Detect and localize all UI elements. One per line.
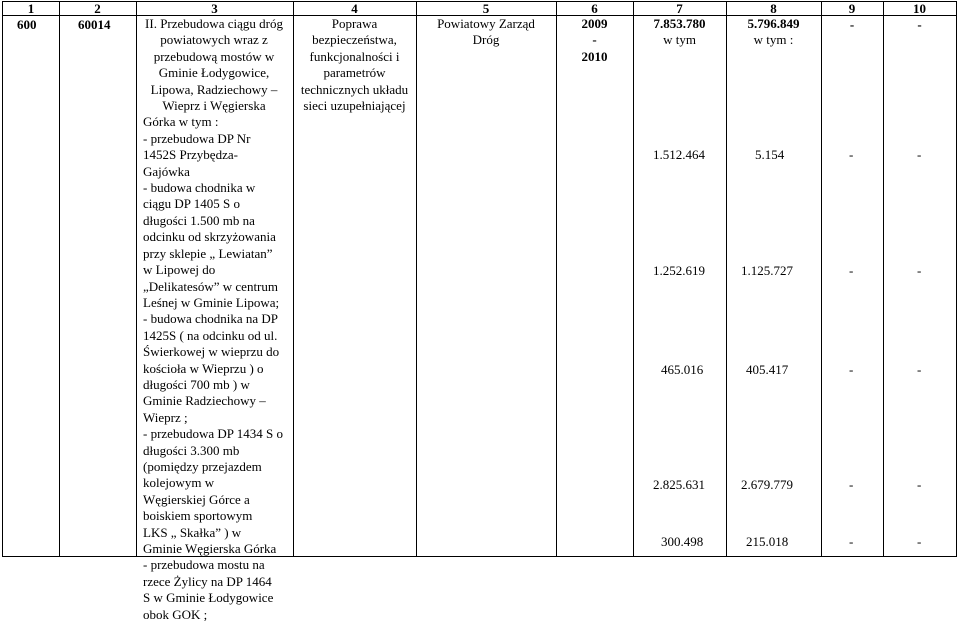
header-col-10: 10: [913, 1, 926, 16]
column-border: [821, 2, 822, 556]
item-cost: 300.498: [661, 534, 704, 549]
item-budget: 2.679.779: [741, 477, 793, 492]
item-col10: -: [917, 362, 922, 377]
subtask-line: - przebudowa mostu na: [143, 557, 265, 573]
item-budget: 5.154: [755, 147, 785, 162]
budget-table: [2, 1, 957, 622]
total-cost-note: w tym: [663, 32, 696, 48]
task-line: przebudową mostów w: [153, 48, 275, 64]
subtask-line: 1425S ( na odcinku od ul.: [143, 327, 278, 343]
item-col10: -: [917, 534, 922, 549]
header-col-8: 8: [770, 1, 777, 16]
subtask-line: - budowa chodnika na DP: [143, 311, 279, 327]
item-cost: 2.825.631: [653, 477, 705, 492]
subtask-line: Węgierskiej Górce a: [143, 491, 250, 507]
column-border: [416, 2, 417, 556]
column-border: [136, 2, 137, 556]
subtask-line: „Delikatesów” w centrum: [143, 278, 279, 294]
subtask-line: Leśnej w Gminie Lipowa;: [143, 294, 280, 310]
header-col-5: 5: [482, 1, 490, 16]
subtask-line: Gminie Węgierska Górka: [143, 541, 277, 556]
purpose-line: parametrów: [323, 65, 386, 81]
item-col9: -: [849, 477, 854, 492]
budget-cell: [726, 16, 821, 49]
item-budget: 405.417: [746, 362, 789, 377]
row-lp: 600: [17, 17, 37, 32]
subtask-line: ciągu DP 1405 S o: [143, 196, 241, 212]
task-line: powiatowych wraz z: [160, 32, 268, 48]
column-border: [883, 2, 884, 556]
item-col10: -: [917, 477, 922, 492]
subtask-line: kościoła w Wieprzu ) o: [143, 360, 264, 376]
subtask-line: - budowa chodnika w: [143, 180, 256, 196]
subtask-line: (pomiędzy przejazdem: [143, 458, 262, 474]
period-line: 2010: [581, 48, 608, 64]
period-line: 2009: [581, 16, 608, 31]
task-line: Wieprz i Węgierska: [162, 98, 266, 114]
subtask-line: 1452S Przybędza-: [143, 147, 238, 163]
subtask-line: przy sklepie „ Lewiatan”: [143, 245, 273, 261]
purpose-line: technicznych układu: [300, 81, 409, 97]
period-line: -: [592, 32, 597, 48]
item-budget: 215.018: [746, 534, 789, 549]
purpose-line: sieci uzupełniającej: [303, 98, 406, 114]
header-col-7: 7: [676, 1, 683, 16]
purpose-line: funkcjonalności i: [309, 48, 400, 64]
subtask-line: Świerkowej w wieprzu do: [143, 344, 280, 360]
implementation-period: [556, 16, 633, 65]
purpose-line: bezpieczeństwa,: [312, 32, 397, 48]
subtask-line: Wieprz ;: [143, 409, 188, 425]
item-col9: -: [849, 147, 854, 162]
item-col9: -: [849, 362, 854, 377]
subtask-line: - przebudowa DP 1434 S o: [143, 426, 283, 442]
row-code: 60014: [78, 17, 111, 32]
subtask-line: LKS „ Skałka” ) w: [143, 524, 242, 540]
item-cost: 1.512.464: [653, 147, 705, 162]
header-col-2: 2: [94, 1, 101, 16]
item-cost: 1.252.619: [653, 263, 705, 278]
purpose-line: Poprawa: [331, 16, 378, 31]
item-cost: 465.016: [661, 362, 704, 377]
total-cost: 7.853.780: [653, 16, 706, 31]
unit-line: Dróg: [472, 32, 500, 48]
budget-note: w tym :: [753, 32, 794, 48]
responsible-unit: [416, 16, 556, 49]
task-line: Górka w tym :: [143, 114, 219, 130]
task-line: Lipowa, Radziechowy –: [150, 81, 278, 97]
task-description: [139, 16, 289, 623]
subtask-line: długości 3.300 mb: [143, 442, 240, 458]
subtask-line: w Lipowej do: [143, 262, 216, 278]
item-col9: -: [849, 534, 854, 549]
total-cost-cell: [633, 16, 726, 49]
column-border: [556, 2, 557, 556]
column-border: [59, 2, 60, 556]
unit-line: Powiatowy Zarząd: [437, 16, 535, 31]
subtask-line: - przebudowa DP Nr: [143, 130, 251, 146]
subtask-line: Gajówka: [143, 163, 190, 179]
col10-total: -: [917, 17, 922, 32]
subtask-line: długości 700 mb ) w: [143, 376, 250, 392]
subtask-line: odcinku od skrzyżowania: [143, 229, 276, 245]
item-col10: -: [917, 147, 922, 162]
item-col9: -: [849, 263, 854, 278]
task-line: Gminie Łodygowice,: [158, 65, 270, 81]
header-col-3: 3: [211, 1, 218, 16]
subtask-line: obok GOK ;: [143, 606, 208, 622]
subtask-line: S w Gminie Łodygowice: [143, 590, 274, 606]
budget-total: 5.796.849: [747, 16, 800, 31]
header-col-9: 9: [848, 1, 856, 16]
col9-total: -: [849, 17, 855, 32]
header-col-6: 6: [591, 1, 598, 16]
task-purpose: [293, 16, 416, 114]
header-col-4: 4: [351, 1, 358, 16]
subtask-line: rzece Żylicy na DP 1464: [143, 573, 272, 589]
item-budget: 1.125.727: [741, 263, 793, 278]
subtask-line: długości 1.500 mb na: [143, 212, 255, 228]
header-col-1: 1: [27, 1, 35, 16]
task-line: II. Przebudowa ciągu dróg: [145, 16, 283, 31]
column-border: [633, 2, 634, 556]
subtask-line: kolejowym w: [143, 475, 215, 491]
item-col10: -: [917, 263, 922, 278]
subtask-line: boiskiem sportowym: [143, 508, 253, 524]
subtask-line: Gminie Radziechowy –: [143, 393, 266, 409]
column-border: [726, 2, 727, 556]
